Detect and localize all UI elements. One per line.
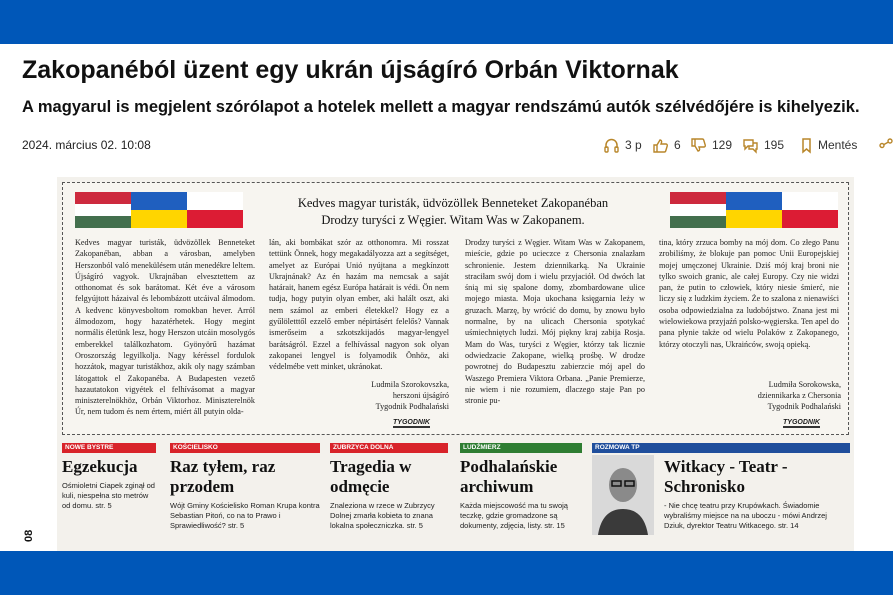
letter-column-hu-1: Kedves magyar turisták, üdvözöllek Benneteket Zakopanéban, abban a városban, amelyben Herszonból való menekülésem után menedékre leltem. Újságíró vagyok. Ukrajnában elvesztettem az otthonomat és sok barátomat. Két éve a városom felgyújtott házaival és lebombázott utcáival álmodom. A kedvenc könyvesboltom romokban hever. Arról álmodozom, hogy hazatérhetek. Hogy megint normális életünk lesz, hogy Herszon utcáin mosolygós emberekkel találkozhatom. Gyönyörű hazámat Oroszország legyilkolja. Nagy kéréssel fordulok hozzátok, magyar turistákhoz, akik oly nagy számban látogattok el Zakopanéba. A Budapesten vezető hazautatokon vigyétek el felhívásomat a magyar miniszterelnökhöz, Orbán Viktorhoz. Miniszterelnök Úr, nem tudom és nem értem, miért áll putyin olda-: [75, 238, 255, 417]
article-lead: A magyarul is megjelent szórólapot a hotelek mellett a magyar rendszámú autók szélvédőjére is kihelyezik.: [22, 98, 860, 116]
comment-count: 195: [764, 138, 785, 152]
thumbs-down-icon: [690, 137, 707, 154]
letter-column-pl-1: Drodzy turyści z Węgier. Witam Was w Zakopanem, mieście, gdzie po ucieczce z Chersonia znalazłam schronienie. Jestem dziennikarką. Na Ukrainie straciłam swój dom i wielu przyjaciół. Od dwóch lat śnią mi się spalone domy, zbombardowane ulice mojego miasta. Moja ukochana księgarnia leży w gruzach. Marzę, by wrócić do domu, by znowu było normalne, by na ulicach Chersonia spotykać uśmiechniętych ludzi. Mój piękny kraj zabija Rosja. Mam do Was, turyści z Węgier, którzy tak licznie odwiedzacie Zakopane, wielką prośbę. W drodze powrotnej do Budapesztu zabierzcie mój apel do Waszego Premiera Viktora Orbana. „Panie Premierze, nie wiem i nie rozumiem, dlaczego staje Pan po stronie pu-: [465, 238, 645, 406]
article-title: Zakopanéból üzent egy ukrán újságíró Orbán Viktornak: [22, 56, 679, 84]
newspaper-clipping-image: [57, 177, 854, 551]
thumbs-up-icon: [652, 137, 669, 154]
teaser-title: Egzekucja: [62, 457, 138, 476]
hungarian-flag: [75, 192, 131, 228]
comments-button[interactable]: [742, 134, 784, 156]
dislike-count: 129: [712, 138, 733, 152]
bottom-blue-bar: [0, 551, 893, 595]
teaser-egzekucja: [62, 443, 156, 551]
teaser-title: Podhalańskie archiwum: [460, 457, 558, 496]
flags-right: [670, 192, 838, 228]
teaser-body: Ośmioletni Ciapek zginął od kuli, niespełna sto metrów od domu. str. 5: [62, 481, 155, 510]
like-count: 6: [674, 138, 681, 152]
polish-flag: [782, 192, 838, 228]
comment-icon: [742, 137, 759, 154]
share-icon: [879, 137, 893, 154]
teaser-title: Witkacy - Teatr - Schronisko: [664, 457, 788, 496]
teaser-tag: ROZMOWA TP: [592, 443, 850, 453]
teaser-tag: ZUBRZYCA DOLNA: [330, 443, 448, 453]
like-button[interactable]: [652, 134, 681, 156]
teaser-title: Raz tyłem, raz przodem: [170, 457, 276, 496]
publish-date: 2024. március 02. 10:08: [22, 138, 151, 152]
newspaper-logo: TYGODNIK: [393, 419, 430, 426]
signature-pl: Ludmiła Sorokowska, dziennikarka z Chersonia Tygodnik Podhalański: [757, 380, 841, 411]
ukrainian-flag: [131, 192, 187, 228]
teaser-raz-tylem: [170, 443, 320, 551]
dislike-button[interactable]: [690, 134, 732, 156]
teaser-witkacy: [592, 443, 850, 551]
read-time: [603, 134, 642, 156]
interview-photo: [592, 455, 654, 535]
teaser-tag: LUDŹMIERZ: [460, 443, 582, 453]
bookmark-icon: [800, 137, 813, 154]
teaser-body: Znaleziona w rzece w Zubrzycy Dolnej zmarła kobieta to znana lokalna społeczniczka. str. 5: [330, 501, 435, 530]
polish-flag: [187, 192, 243, 228]
hungarian-flag: [670, 192, 726, 228]
teaser-archiwum: [460, 443, 582, 551]
read-time-value: 3 p: [625, 138, 642, 152]
teaser-tag: NOWE BYSTRE: [62, 443, 156, 453]
page-number: 08: [23, 529, 35, 542]
top-blue-bar: [0, 0, 893, 44]
share-button[interactable]: [879, 134, 893, 156]
article-meta-row: [0, 132, 893, 160]
teaser-tragedia: [330, 443, 448, 551]
signature-hu: Ludmila Szorokovszka, herszoni újságíró Tygodnik Podhalański: [371, 380, 449, 411]
save-button[interactable]: [800, 134, 857, 156]
teaser-strip: [62, 443, 852, 551]
ukrainian-flag: [726, 192, 782, 228]
letter-greeting: [263, 195, 643, 229]
greeting-hungarian: Kedves magyar turisták, üdvözöllek Benneteket Zakopanéban: [297, 196, 609, 210]
teaser-title: Tragedia w odmęcie: [330, 457, 412, 496]
newspaper-logo: TYGODNIK: [783, 419, 820, 426]
save-label: Mentés: [818, 138, 858, 152]
letter-column-pl-2: tina, który zrzuca bomby na mój dom. Co złego Panu zrobiliśmy, że blokuje pan pomoc Unii Europejskiej mojej umęczonej Ukrainie. Dziś mój kraj broni nie tylko swoich granic, ale całej Europy. Czy nie widzi pan, że putin to człowiek, który niesie śmierć, nie liczy się z ludzkim życiem. Że to szalona z nienawiści osoba odpowiedzialna za ludobójstwo. Znana jest mi wielowiekowa przyjaźń polsko-węgierska. Ten apel do pana płynie także od wielu Polaków z Zakopanego, którzy otoczyli nas, Ukraińców, swoją opieką.: [659, 238, 839, 349]
flags-left: [75, 192, 243, 228]
headphones-icon: [603, 137, 620, 154]
greeting-polish: Drodzy turyści z Węgier. Witam Was w Zakopanem.: [321, 213, 585, 227]
teaser-tag: KOŚCIELISKO: [170, 443, 320, 453]
open-letter: [62, 182, 849, 435]
teaser-body: - Nie chcę teatru przy Krupówkach. Świadomie wybraliśmy miejsce na na uboczu - mówi Andrzej Dziuk, dyrektor Teatru Witkacego. str. 14: [664, 501, 827, 530]
portrait-icon: [592, 455, 654, 535]
teaser-body: Każda miejscowość ma tu swoją teczkę, gdzie gromadzone są dokumenty, zdjęcia, listy. str. 15: [460, 501, 568, 530]
teaser-body: Wójt Gminy Kościelisko Roman Krupa kontra Sebastian Pitoń, co na to Prawo i Sprawiedliwość? str. 5: [170, 501, 320, 530]
letter-column-hu-2: lán, aki bombákat szór az otthonomra. Mi rosszat tettünk Önnek, hogy megakadályozza azt a segítséget, amelyet az Európai Unió nyújtana a megkínzott Ukrajnának? Az én hazám ma nemcsak a saját határait, hanem egész Európa határait is védi. Ön nem tudja, hogy putyin olyan ember, aki halált oszt, aki nem számol az emberi életekkel? Hogy ez a gyűlöletttől ezzelő ember népirtásért felelős? Vannak ismerőseim a szkotszkijadós magyar-lengyel barátságról. Ezzel a felhívással nagyon sok olyan zakopanei lengyel is folyamodik Önhöz, aki védelmébe vett minket, ukránokat.: [269, 238, 449, 371]
